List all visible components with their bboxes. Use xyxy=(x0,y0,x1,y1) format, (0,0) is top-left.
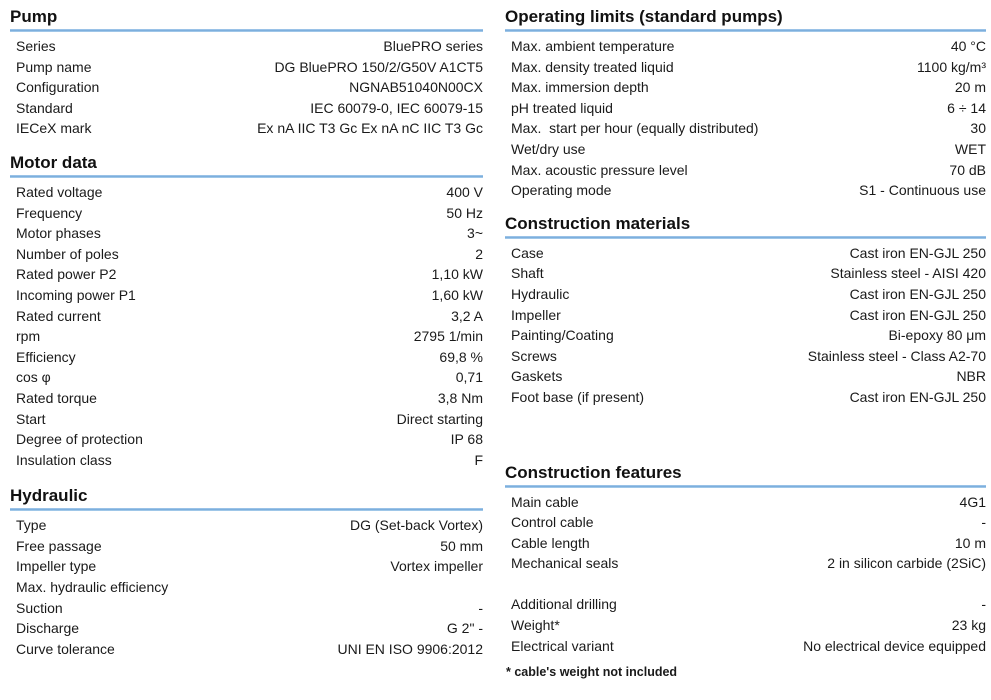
spec-value: Ex nA IIC T3 Gc Ex nA nC IIC T3 Gc xyxy=(257,120,483,137)
spec-row xyxy=(505,512,986,533)
section-divider-rule xyxy=(505,236,986,239)
spec-row xyxy=(10,326,483,347)
spec-row xyxy=(505,346,986,367)
section-hydraulic xyxy=(10,485,483,659)
spec-label: Impeller xyxy=(511,306,561,323)
section-divider-rule xyxy=(505,485,986,488)
spec-label: Motor phases xyxy=(16,225,101,242)
spec-value: 3~ xyxy=(467,225,483,242)
spec-value: 4G1 xyxy=(959,493,986,510)
spec-value: 0,71 xyxy=(455,369,483,386)
spec-label: Series xyxy=(16,38,56,54)
spec-row xyxy=(10,388,483,409)
spec-value: 1,10 kW xyxy=(431,266,483,283)
spec-value: BluePRO series xyxy=(383,38,483,54)
spec-value: 23 kg xyxy=(951,617,986,634)
section-divider-rule xyxy=(10,175,483,178)
spec-value: - xyxy=(478,599,483,616)
section-title: Construction features xyxy=(505,462,682,482)
spec-row xyxy=(505,98,986,119)
spec-row xyxy=(505,284,986,305)
section-title: Motor data xyxy=(10,152,97,172)
spec-value: DG BluePRO 150/2/G50V A1CT5 xyxy=(274,58,483,75)
section-divider-rule xyxy=(10,29,483,32)
spec-label: Electrical variant xyxy=(511,637,614,654)
spec-label: Configuration xyxy=(16,79,100,96)
spec-row xyxy=(10,409,483,430)
spec-row xyxy=(505,594,986,615)
spec-label: Frequency xyxy=(16,204,83,221)
spec-label: Rated current xyxy=(16,307,101,324)
spec-value: IEC 60079-0, IEC 60079-15 xyxy=(310,99,483,116)
left-column xyxy=(10,6,483,679)
spec-label: Hydraulic xyxy=(511,285,570,302)
spec-row xyxy=(10,598,483,619)
spec-value: 10 m xyxy=(954,534,986,551)
cable-weight-footnote: * cable's weight not included xyxy=(506,665,678,680)
spec-row xyxy=(505,263,986,284)
spec-label: Type xyxy=(16,517,47,534)
spec-value: 40 °C xyxy=(950,38,986,54)
spec-label: Painting/Coating xyxy=(511,327,614,344)
spec-label: Case xyxy=(511,244,544,261)
section-divider-rule xyxy=(10,508,483,511)
spec-label: Impeller type xyxy=(16,558,97,575)
spec-label: Shaft xyxy=(511,265,544,282)
spec-label: Rated power P2 xyxy=(16,266,117,283)
spec-row xyxy=(10,347,483,368)
spec-row xyxy=(10,118,483,139)
section-operating-limits xyxy=(505,6,986,201)
spec-label: Max. acoustic pressure level xyxy=(511,161,688,178)
spec-label: Additional drilling xyxy=(511,596,617,613)
spec-value: S1 - Continuous use xyxy=(859,182,986,199)
spec-label: Rated voltage xyxy=(16,183,103,200)
spec-row xyxy=(10,577,483,598)
spec-value: 69,8 % xyxy=(439,348,483,365)
section-title: Hydraulic xyxy=(10,486,88,506)
spec-label: Pump name xyxy=(16,58,92,75)
spec-row xyxy=(505,636,986,657)
spec-value: UNI EN ISO 9906:2012 xyxy=(337,640,483,657)
spec-row xyxy=(505,574,986,595)
spec-value: Cast iron EN-GJL 250 xyxy=(849,244,986,261)
spec-label: Gaskets xyxy=(511,368,563,385)
spec-row xyxy=(505,180,986,201)
spec-row xyxy=(10,182,483,203)
spec-label: Main cable xyxy=(511,493,579,510)
section-pump xyxy=(10,6,483,139)
spec-value: DG (Set-back Vortex) xyxy=(349,517,483,534)
spec-row xyxy=(10,556,483,577)
spec-label: IECeX mark xyxy=(16,120,92,137)
spec-row xyxy=(10,57,483,78)
spec-row xyxy=(10,244,483,265)
spec-row xyxy=(10,264,483,285)
spec-row xyxy=(505,77,986,98)
spec-label: Max. immersion depth xyxy=(511,79,649,96)
spec-row xyxy=(10,429,483,450)
spec-value: 1100 kg/m³ xyxy=(917,58,986,75)
spec-row xyxy=(505,553,986,574)
spec-value: 1,60 kW xyxy=(431,286,483,303)
spec-label: Control cable xyxy=(511,514,594,531)
spec-row xyxy=(10,36,483,57)
spec-label: Discharge xyxy=(16,620,80,637)
spec-label: pH treated liquid xyxy=(511,99,613,116)
spec-row xyxy=(505,325,986,346)
spec-label: Max. start per hour (equally distributed) xyxy=(511,120,759,137)
spec-label: Free passage xyxy=(16,537,102,554)
spec-row xyxy=(505,36,986,57)
spec-row xyxy=(505,492,986,513)
spec-rows xyxy=(505,243,986,408)
spec-label: Mechanical seals xyxy=(511,555,619,572)
spec-label: Foot base (if present) xyxy=(511,388,645,405)
spec-value: Direct starting xyxy=(396,410,483,427)
spec-rows xyxy=(505,36,986,201)
spec-label: Cable length xyxy=(511,534,590,551)
spec-row xyxy=(10,367,483,388)
spec-label: cos φ xyxy=(16,369,51,386)
section-title: Operating limits (standard pumps) xyxy=(505,7,783,26)
spec-row xyxy=(10,223,483,244)
section-construction-features xyxy=(505,462,986,680)
spec-value: 50 Hz xyxy=(446,204,483,221)
spec-value: NGNAB51040N00CX xyxy=(349,79,483,96)
spec-label: Degree of protection xyxy=(16,431,143,448)
right-column xyxy=(505,6,986,679)
spec-label: Max. ambient temperature xyxy=(511,38,675,54)
spec-label: Operating mode xyxy=(511,182,612,199)
section-divider-rule xyxy=(505,29,986,32)
spec-row xyxy=(10,536,483,557)
section-title: Pump xyxy=(10,7,58,26)
spec-value: G 2" - xyxy=(446,620,483,637)
spec-value: - xyxy=(981,514,986,531)
spec-rows xyxy=(10,182,483,470)
section-title: Construction materials xyxy=(505,213,691,233)
spec-row xyxy=(505,533,986,554)
spec-label: Weight* xyxy=(511,617,560,634)
spec-value: 20 m xyxy=(954,79,986,96)
spec-label: Screws xyxy=(511,347,557,364)
spec-row xyxy=(10,450,483,471)
spec-row xyxy=(505,305,986,326)
spec-label: Incoming power P1 xyxy=(16,286,136,303)
spec-label: Max. density treated liquid xyxy=(511,58,674,75)
spec-value: Bi-epoxy 80 μm xyxy=(888,327,986,344)
spec-row xyxy=(505,57,986,78)
spec-row xyxy=(505,366,986,387)
spec-value: 30 xyxy=(970,120,986,137)
spec-row xyxy=(505,243,986,264)
spec-value: 50 mm xyxy=(440,537,483,554)
spec-row xyxy=(10,515,483,536)
spec-value: 70 dB xyxy=(949,161,986,178)
spec-rows xyxy=(10,515,483,659)
section-motor-data xyxy=(10,152,483,470)
spec-value: NBR xyxy=(956,368,986,385)
spec-value: Cast iron EN-GJL 250 xyxy=(849,306,986,323)
spec-row xyxy=(10,639,483,660)
spec-row xyxy=(505,387,986,408)
spec-value: Vortex impeller xyxy=(390,558,483,575)
spec-value: No electrical device equipped xyxy=(803,637,986,654)
spec-label: Wet/dry use xyxy=(511,140,586,157)
section-construction-materials xyxy=(505,213,986,408)
spec-value: 6 ÷ 14 xyxy=(947,99,986,116)
spec-row xyxy=(10,77,483,98)
spec-label: Rated torque xyxy=(16,389,97,406)
spec-value: 2 in silicon carbide (2SiC) xyxy=(827,555,986,572)
spec-row xyxy=(10,306,483,327)
spec-value: IP 68 xyxy=(450,431,483,448)
spec-row xyxy=(10,285,483,306)
spec-value: - xyxy=(981,596,986,613)
spec-value: Cast iron EN-GJL 250 xyxy=(849,388,986,405)
spec-value: F xyxy=(474,451,483,468)
spec-row xyxy=(10,98,483,119)
spec-label: Insulation class xyxy=(16,451,112,468)
spec-value: 3,8 Nm xyxy=(437,389,483,406)
spec-row xyxy=(505,615,986,636)
spec-row xyxy=(505,160,986,181)
spec-rows xyxy=(10,36,483,139)
spec-label: Efficiency xyxy=(16,348,76,365)
spec-row xyxy=(505,118,986,139)
spec-label: Number of poles xyxy=(16,245,119,262)
spec-rows xyxy=(505,492,986,657)
spec-label: rpm xyxy=(16,328,41,345)
spec-value: 2795 1/min xyxy=(413,328,483,345)
spec-value: 2 xyxy=(475,245,483,262)
spec-row xyxy=(10,618,483,639)
spec-row xyxy=(505,139,986,160)
spec-label: Standard xyxy=(16,99,73,116)
spec-value: WET xyxy=(954,140,986,157)
spec-label: Curve tolerance xyxy=(16,640,115,657)
spec-value: 3,2 A xyxy=(451,307,483,324)
spec-label: Start xyxy=(16,410,46,427)
spec-label: Suction xyxy=(16,599,63,616)
spec-label: Max. hydraulic efficiency xyxy=(16,579,169,596)
spec-value: Cast iron EN-GJL 250 xyxy=(849,285,986,302)
spec-value: Stainless steel - AISI 420 xyxy=(830,265,986,282)
spec-value: Stainless steel - Class A2-70 xyxy=(807,347,986,364)
spec-row xyxy=(10,203,483,224)
spec-value: 400 V xyxy=(446,183,483,200)
